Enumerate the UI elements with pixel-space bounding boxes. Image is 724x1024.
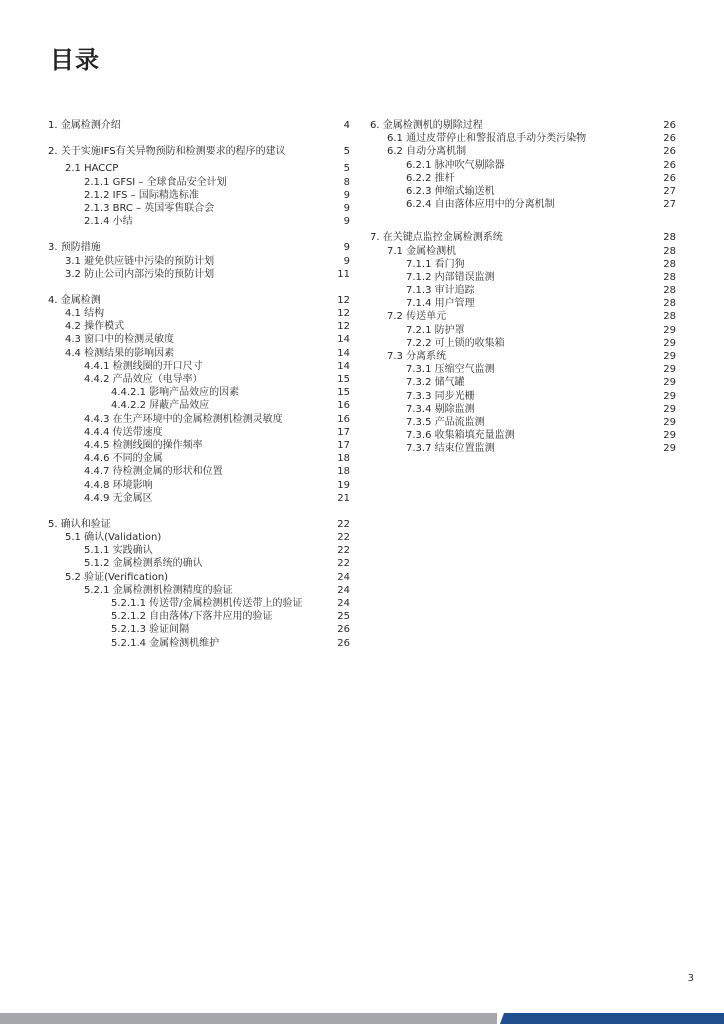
toc-entry-page: 9 — [343, 189, 350, 201]
toc-entry[interactable] — [370, 390, 676, 403]
toc-entry-page: 26 — [663, 159, 676, 171]
toc-entry-page: 12 — [337, 321, 350, 333]
toc-entry[interactable] — [370, 198, 676, 211]
toc-entry-page: 28 — [663, 245, 676, 257]
toc-entry[interactable] — [370, 271, 676, 284]
toc-entry-page: 15 — [337, 387, 350, 399]
toc-entry-title: 7.1 金属检测机 — [387, 245, 457, 257]
toc-entry[interactable] — [48, 241, 350, 254]
toc-entry-page: 16 — [337, 413, 350, 425]
toc-entry-title: 5.2.1.1 传送带/金属检测机传送带上的验证 — [111, 598, 303, 609]
toc-entry[interactable] — [370, 231, 676, 244]
toc-entry-page: 5 — [343, 146, 350, 158]
toc-entry-page: 18 — [337, 453, 350, 465]
toc-entry-title: 4.2 操作模式 — [65, 321, 125, 333]
toc-entry-page: 28 — [663, 311, 676, 323]
toc-entry-page: 26 — [663, 120, 676, 131]
toc-entry[interactable] — [48, 439, 350, 452]
toc-entry[interactable] — [48, 584, 350, 597]
toc-entry-title: 4. 金属检测 — [48, 294, 101, 306]
toc-entry-page: 22 — [337, 532, 350, 544]
toc-entry[interactable] — [48, 189, 350, 202]
toc-entry[interactable] — [370, 363, 676, 376]
toc-entry-title: 6.2.3 伸缩式输送机 — [406, 185, 495, 197]
toc-entry[interactable] — [370, 119, 676, 132]
toc-entry-page: 9 — [343, 255, 350, 267]
page-title: 目录 — [50, 46, 100, 74]
toc-entry-page: 18 — [337, 466, 350, 478]
toc-entry-title: 7.3.5 产品流监测 — [406, 416, 485, 428]
toc-entry-title: 6.2.1 脉冲吹气剔除器 — [406, 159, 505, 171]
toc-entry-page: 17 — [337, 439, 350, 451]
toc-entry-page: 26 — [663, 172, 676, 184]
toc-entry-title: 4.1 结构 — [65, 308, 105, 320]
toc-entry-page: 24 — [337, 598, 350, 609]
toc-entry-title: 7.1.1 看门狗 — [406, 258, 465, 270]
toc-entry-page: 5 — [343, 163, 350, 175]
toc-entry-title: 2.1.1 GFSI – 全球食品安全计划 — [84, 176, 227, 188]
toc-entry[interactable] — [48, 557, 350, 570]
toc-entry-title: 7.3.3 同步光栅 — [406, 390, 475, 402]
toc-entry[interactable] — [48, 518, 350, 531]
toc-entry[interactable] — [48, 386, 350, 399]
toc-entry[interactable] — [370, 376, 676, 389]
toc-left-column — [48, 119, 350, 650]
toc-entry-page: 8 — [343, 176, 350, 188]
toc-entry-title: 7.3.7 结束位置监测 — [406, 443, 495, 455]
toc-entry-page: 28 — [663, 232, 676, 244]
toc-entry-title: 5.2.1.3 验证间隔 — [111, 624, 190, 636]
toc-entry-title: 4.4.9 无金属区 — [84, 492, 153, 504]
toc-entry-title: 2.1 HACCP — [65, 163, 119, 175]
toc-entry-title: 5.2.1.2 自由落体/下落井应用的验证 — [111, 611, 273, 623]
toc-entry-page: 29 — [663, 416, 676, 428]
toc-entry-title: 2.1.3 BRC – 英国零售联合会 — [84, 202, 215, 214]
toc-entry-title: 4.4.4 传送带速度 — [84, 426, 163, 438]
toc-entry-title: 4.4.1 检测线圈的开口尺寸 — [84, 360, 203, 372]
toc-entry[interactable] — [48, 202, 350, 215]
toc-right-column — [370, 119, 676, 456]
toc-entry-page: 19 — [337, 479, 350, 491]
toc-entry-page: 9 — [343, 216, 350, 228]
toc-entry-title: 4.4.3 在生产环境中的金属检测机检测灵敏度 — [84, 413, 283, 425]
toc-entry[interactable] — [48, 531, 350, 544]
toc-entry[interactable] — [48, 479, 350, 492]
toc-entry[interactable] — [48, 399, 350, 412]
toc-entry[interactable] — [48, 333, 350, 346]
toc-entry-title: 5.2.1.4 金属检测机维护 — [111, 637, 220, 649]
toc-entry-title: 7.2.1 防护罩 — [406, 324, 465, 336]
toc-entry[interactable] — [370, 245, 676, 258]
toc-entry-title: 7.3.6 收集箱填充量监测 — [406, 430, 515, 442]
toc-entry[interactable] — [370, 284, 676, 297]
toc-entry[interactable] — [370, 337, 676, 350]
toc-entry[interactable] — [48, 373, 350, 386]
toc-entry-page: 15 — [337, 374, 350, 385]
toc-entry-page: 4 — [343, 120, 350, 131]
toc-entry-page: 9 — [343, 202, 350, 214]
toc-entry[interactable] — [48, 623, 350, 636]
toc-entry-title: 3.1 避免供应链中污染的预防计划 — [65, 255, 215, 267]
toc-entry-page: 28 — [663, 258, 676, 270]
toc-entry-title: 7.2 传送单元 — [387, 311, 447, 323]
toc-entry-title: 4.4.5 检测线圈的操作频率 — [84, 439, 203, 451]
toc-entry[interactable] — [48, 145, 350, 158]
toc-entry-title: 6. 金属检测机的剔除过程 — [370, 120, 483, 131]
toc-entry-page: 27 — [663, 199, 676, 211]
toc-entry-page: 26 — [337, 637, 350, 649]
toc-entry-title: 5. 确认和验证 — [48, 518, 111, 530]
toc-entry-page: 29 — [663, 364, 676, 376]
toc-entry-title: 7.1.2 内部错误监测 — [406, 271, 495, 283]
toc-entry-title: 5.2.1 金属检测机检测精度的验证 — [84, 584, 233, 596]
toc-entry-title: 5.2 验证(Verification) — [65, 571, 169, 583]
toc-entry-title: 4.4.2 产品效应（电导率） — [84, 374, 203, 385]
toc-entry-title: 7.3.1 压缩空气监测 — [406, 364, 495, 376]
toc-entry[interactable] — [48, 597, 350, 610]
toc-entry-title: 4.3 窗口中的检测灵敏度 — [65, 334, 175, 346]
toc-entry[interactable] — [370, 132, 676, 145]
toc-entry-page: 26 — [663, 133, 676, 145]
toc-entry[interactable] — [370, 297, 676, 310]
toc-entry[interactable] — [370, 172, 676, 185]
toc-entry-title: 7.3.4 剔除监测 — [406, 403, 475, 415]
toc-entry-page: 9 — [343, 242, 350, 254]
footer-bar-blue — [500, 1013, 724, 1024]
toc-entry-page: 14 — [337, 334, 350, 346]
footer-bar-grey — [0, 1013, 497, 1024]
toc-entry-title: 4.4 检测结果的影响因素 — [65, 347, 175, 359]
toc-entry[interactable] — [370, 403, 676, 416]
toc-entry-title: 4.4.2.1 影响产品效应的因素 — [111, 387, 240, 399]
toc-entry-title: 4.4.2.2 屏蔽产品效应 — [111, 400, 210, 412]
page-number: 3 — [687, 973, 694, 984]
toc-entry[interactable] — [48, 492, 350, 505]
toc-entry[interactable] — [48, 255, 350, 268]
toc-entry-title: 2.1.4 小结 — [84, 216, 133, 228]
toc-entry[interactable] — [48, 294, 350, 307]
toc-entry-title: 7.3 分离系统 — [387, 351, 447, 362]
toc-entry[interactable] — [370, 324, 676, 337]
toc-entry[interactable] — [48, 215, 350, 228]
toc-entry-title: 2. 关于实施IFS有关异物预防和检测要求的程序的建议 — [48, 146, 286, 158]
toc-entry-page: 28 — [663, 285, 676, 297]
toc-entry[interactable] — [48, 307, 350, 320]
toc-entry[interactable] — [370, 145, 676, 158]
toc-entry-page: 29 — [663, 430, 676, 442]
toc-entry[interactable] — [48, 360, 350, 373]
toc-entry-page: 26 — [337, 624, 350, 636]
toc-entry[interactable] — [48, 176, 350, 189]
toc-entry[interactable] — [48, 465, 350, 478]
toc-entry-page: 24 — [337, 584, 350, 596]
toc-entry[interactable] — [48, 413, 350, 426]
toc-entry[interactable] — [48, 268, 350, 281]
toc-entry-title: 5.1.2 金属检测系统的确认 — [84, 558, 203, 570]
toc-entry-page: 11 — [337, 268, 350, 280]
toc-entry[interactable] — [370, 185, 676, 198]
toc-entry-title: 3.2 防止公司内部污染的预防计划 — [65, 268, 215, 280]
toc-entry-page: 14 — [337, 360, 350, 372]
toc-entry[interactable] — [48, 347, 350, 360]
toc-entry-page: 29 — [663, 403, 676, 415]
toc-entry-page: 29 — [663, 324, 676, 336]
toc-entry-page: 27 — [663, 185, 676, 197]
toc-entry-page: 14 — [337, 347, 350, 359]
toc-entry[interactable] — [48, 610, 350, 623]
toc-entry-page: 22 — [337, 558, 350, 570]
toc-entry[interactable] — [370, 429, 676, 442]
toc-entry-page: 29 — [663, 337, 676, 349]
toc-entry[interactable] — [48, 162, 350, 175]
toc-entry-title: 6.2.2 推杆 — [406, 172, 455, 184]
toc-entry-title: 4.4.8 环境影响 — [84, 479, 153, 491]
toc-entry[interactable] — [370, 416, 676, 429]
toc-entry[interactable] — [48, 452, 350, 465]
toc-entry-page: 16 — [337, 400, 350, 412]
toc-entry-title: 6.1 通过皮带停止和警报消息手动分类污染物 — [387, 133, 587, 145]
toc-entry-title: 5.1.1 实践确认 — [84, 545, 153, 557]
toc-entry-title: 6.2 自动分离机制 — [387, 146, 467, 158]
toc-entry-page: 29 — [663, 351, 676, 362]
toc-entry-title: 4.4.6 不同的金属 — [84, 453, 163, 465]
toc-entry-page: 12 — [337, 294, 350, 306]
toc-entry-page: 28 — [663, 298, 676, 310]
toc-entry[interactable] — [370, 258, 676, 271]
toc-entry-page: 29 — [663, 390, 676, 402]
toc-entry[interactable] — [48, 320, 350, 333]
toc-entry[interactable] — [370, 350, 676, 363]
toc-entry-title: 5.1 确认(Validation) — [65, 532, 162, 544]
toc-entry-title: 7. 在关键点监控金属检测系统 — [370, 232, 503, 244]
toc-entry-page: 29 — [663, 443, 676, 455]
toc-entry-title: 4.4.7 待检测金属的形状和位置 — [84, 466, 223, 478]
toc-entry-page: 26 — [663, 146, 676, 158]
toc-entry-page: 22 — [337, 545, 350, 557]
toc-entry[interactable] — [370, 310, 676, 323]
toc-entry[interactable] — [370, 442, 676, 455]
toc-entry-page: 22 — [337, 518, 350, 530]
toc-entry-title: 7.2.2 可上锁的收集箱 — [406, 337, 505, 349]
toc-entry[interactable] — [48, 637, 350, 650]
toc-entry[interactable] — [48, 119, 350, 132]
toc-entry-page: 24 — [337, 571, 350, 583]
toc-entry-title: 3. 预防措施 — [48, 242, 101, 254]
toc-entry[interactable] — [48, 426, 350, 439]
toc-entry-title: 2.1.2 IFS – 国际精选标准 — [84, 189, 199, 201]
toc-entry-page: 21 — [337, 492, 350, 504]
toc-entry-page: 28 — [663, 271, 676, 283]
toc-entry-page: 25 — [337, 611, 350, 623]
toc-entry-title: 7.3.2 储气罐 — [406, 377, 465, 389]
toc-entry[interactable] — [48, 571, 350, 584]
toc-entry[interactable] — [48, 544, 350, 557]
toc-entry-page: 17 — [337, 426, 350, 438]
toc-entry[interactable] — [370, 159, 676, 172]
toc-entry-title: 7.1.4 用户管理 — [406, 298, 475, 310]
toc-entry-title: 1. 金属检测介绍 — [48, 120, 121, 131]
toc-entry-title: 6.2.4 自由落体应用中的分离机制 — [406, 199, 555, 211]
toc-entry-title: 7.1.3 审计追踪 — [406, 285, 475, 297]
toc-entry-page: 12 — [337, 308, 350, 320]
toc-entry-page: 29 — [663, 377, 676, 389]
